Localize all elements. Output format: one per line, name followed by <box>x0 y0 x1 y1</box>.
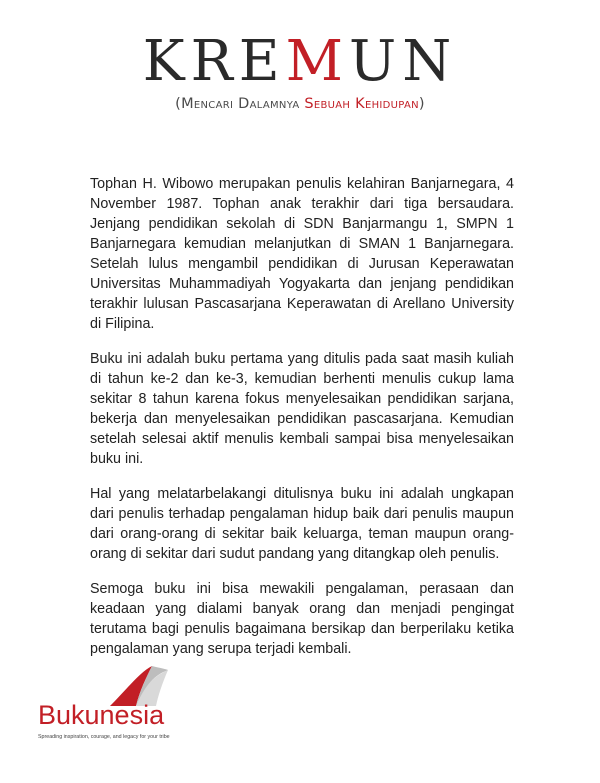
author-synopsis <box>90 174 514 674</box>
paragraph-background: Hal yang melatarbelakangi ditulisnya buku ini adalah ungkapan dari penulis terhadap pengalaman hidup baik dari penulis maupun dari orang-orang di sekitar baik keluarga, teman maupun orang-orang di sekitar dari sudut pandang yang ditangkap oleh penulis. <box>90 486 514 562</box>
subtitle-accent: Sebuah Kehidupan <box>304 96 419 112</box>
publisher-logo <box>38 660 238 760</box>
book-title <box>0 22 600 102</box>
title-part-1: KRE <box>142 29 286 94</box>
paragraph-author-bio: Tophan H. Wibowo merupakan penulis kelahiran Banjarnegara, 4 November 1987. Tophan anak terakhir dari tiga bersaudara. Jenjang pendidikan sekolah di SDN Banjarmangu 1, SMPN 1 Banjarnegara kemudian melanjutkan di SMAN 1 Banjarnegara. Setelah lulus mengambil pendidikan di Jurusan Keperawatan Universitas Muhammadiyah Yogyakarta dan jenjang pendidikan terakhir lulusan Pascasarjana Keperawatan di Arellano University di Filipina. <box>90 176 514 332</box>
paragraph-book-history: Buku ini adalah buku pertama yang ditulis pada saat masih kuliah di tahun ke-2 dan ke-3, kemudian berhenti menulis cukup lama sekitar 8 tahun karena fokus menyelesaikan pendidikan sarjana, bekerja dan menyelesaikan pendidikan pascasarjana. Kemudian setelah selesai aktif menulis kembali sampai bisa menyelesaikan buku ini. <box>90 351 514 467</box>
publisher-name: Bukunesia <box>38 700 165 730</box>
paragraph-hope: Semoga buku ini bisa mewakili pengalaman, perasaan dan keadaan yang dialami banyak orang dan menjadi pengingat terutama bagi penulis bagaimana bersikap dan berperilaku ketika pengalaman yang serupa terjadi kembali. <box>90 581 514 657</box>
publisher-tagline: Spreading inspiration, courage, and legacy for your tribe <box>38 734 170 740</box>
subtitle-close: ) <box>418 96 425 112</box>
book-subtitle <box>0 96 600 112</box>
title-accent-letter: M <box>285 29 350 94</box>
subtitle-open: (Mencari Dalamnya <box>175 96 305 112</box>
title-part-2: UN <box>349 29 458 94</box>
